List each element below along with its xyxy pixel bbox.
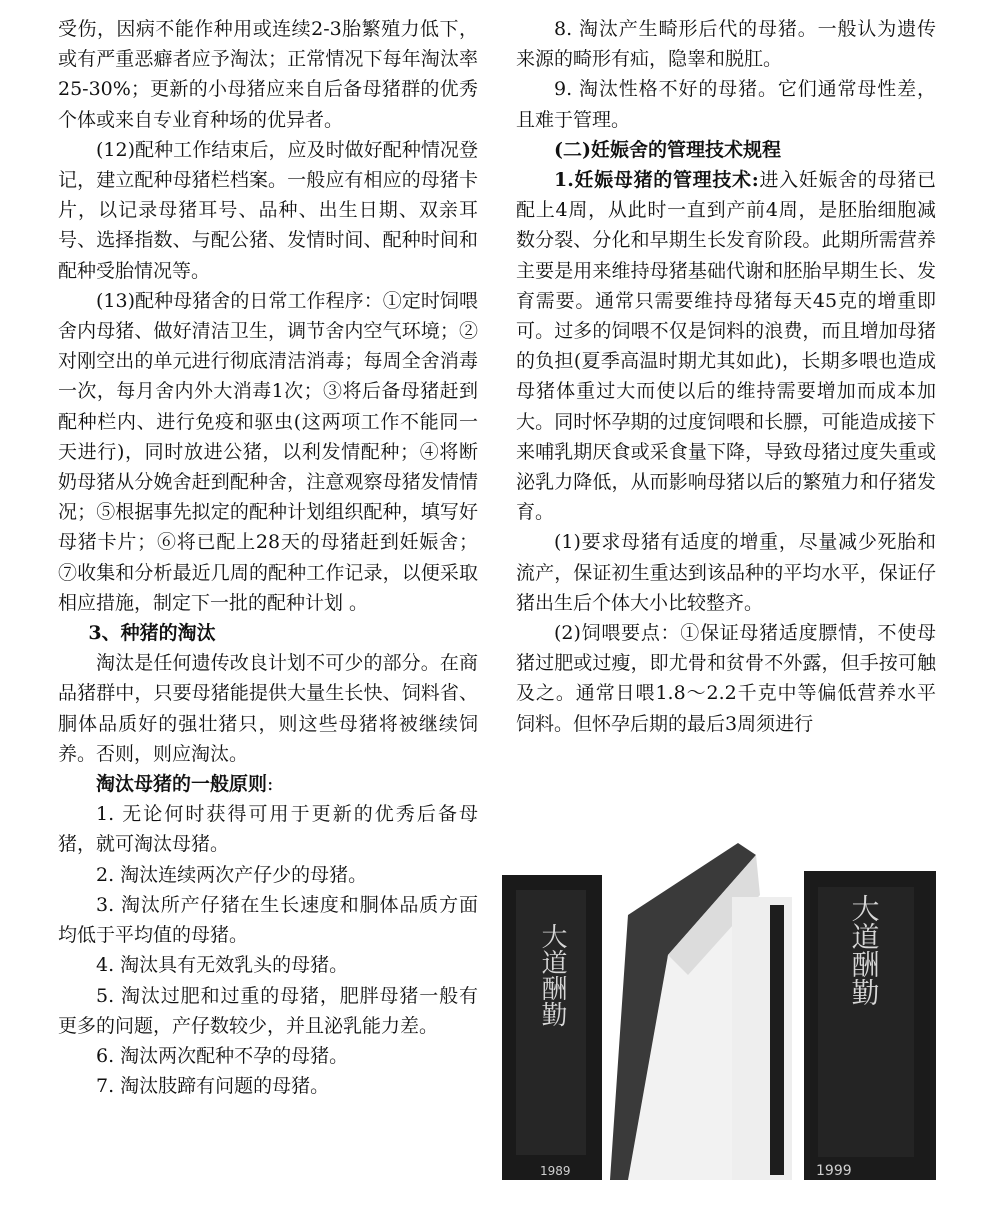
paragraph-gestation-2: (2)饲喂要点：①保证母猪适度膘情，不使母猪过肥或过瘦，即尤骨和贫骨不外露，但手按可触及之。通常日喂1.8～2.2千克中等偏低营养水平饲料。但怀孕后期的最后3周须进行 [516, 622, 936, 735]
principle-item-7: 7. 淘汰肢蹄有问题的母猪。 [96, 1075, 330, 1098]
paragraph-13: (13)配种母猪舍的日常工作程序：①定时饲喂舍内母猪、做好清洁卫生，调节舍内空气环境；②对刚空出的单元进行彻底清洁消毒；每周全舍消毒一次，每月舍内外大消毒1次；③将后备母猪赶到配种栏内、进行免疫和驱虫(这两项工作不能同一天进行)，同时放进公猪，以利发情配种；④将断奶母猪从分娩舍赶到配种舍，注意观察母猪发情情况；⑤根据事先拟定的配种计划组织配种，填写好母猪卡片；⑥将已配上28天的母猪赶到妊娠舍；⑦收集和分析最近几周的配种工作记录，以便采取相应措施，制定下一批的配种计划 。 [58, 289, 478, 614]
right-column [516, 14, 936, 739]
paragraph-body: 进入妊娠舍的母猪已配上4周，从此时一直到产前4周，是胚胎细胞减数分裂、分化和早期生长发育阶段。此期所需营养主要是用来维持母猪基础代谢和胚胎早期生长、发育需要。通常只需要维持母猪每天45克的增重即可。过多的饲喂不仅是饲料的浪费，而且增加母猪的负担(夏季高温时期尤其如此)，长期多喂也造成母猪体重过大而使以后的维持需要增加而成本加大。同时怀孕期的过度饲喂和长膘，可能造成接下来哺乳期厌食或采食量下降，导致母猪过度失重或泌乳力降低，从而影响母猪以后的繁殖力和仔猪发育。 [516, 169, 936, 524]
principle-item-9: 9. 淘汰性格不好的母猪。它们通常母性差，且难于管理。 [516, 78, 936, 131]
right-book-year: 1999 [816, 1163, 852, 1179]
paragraph-gestation-management [516, 165, 936, 527]
principle-item-3: 3. 淘汰所产仔猪在生长速度和胴体品质方面均低于平均值的母猪。 [58, 893, 478, 947]
principle-item-4: 4. 淘汰具有无效乳头的母猪。 [96, 954, 349, 977]
left-column [58, 14, 478, 1101]
paragraph-gestation-1: (1)要求母猪有适度的增重，尽量减少死胎和流产，保证初生重达到该品种的平均水平，保证仔猪出生后个体大小比较整齐。 [516, 531, 936, 614]
principle-item-8: 8. 淘汰产生畸形后代的母猪。一般认为遗传来源的畸形有疝，隐睾和脱肛。 [516, 18, 936, 71]
left-book-title: 大道酬勤 [537, 923, 567, 1027]
book-photo [498, 835, 940, 1185]
left-book-year: 1989 [540, 1164, 571, 1178]
paragraph-culling-intro: 淘汰是任何遗传改良计划不可少的部分。在商品猪群中，只要母猪能提供大量生长快、饲料省、胴体品质好的强壮猪只，则这些母猪将被继续饲养。否则，则应淘汰。 [58, 652, 478, 765]
principle-item-6: 6. 淘汰两次配种不孕的母猪。 [96, 1044, 349, 1067]
book-photo-graphic [498, 835, 940, 1185]
middle-spine-band [770, 905, 784, 1175]
section-heading-3: 3、种猪的淘汰 [88, 622, 216, 645]
principle-item-2: 2. 淘汰连续两次产仔少的母猪。 [96, 863, 368, 886]
paragraph-lead: 1.妊娠母猪的管理技术: [554, 169, 759, 192]
section-heading-gestation: (二)妊娠舍的管理技术规程 [554, 138, 781, 161]
principles-heading [58, 769, 478, 799]
principle-item-1: 1. 无论何时获得可用于更新的优秀后备母猪，就可淘汰母猪。 [58, 803, 478, 856]
principles-title: 淘汰母猪的一般原则 [96, 773, 268, 796]
principles-colon: : [267, 773, 274, 796]
paragraph-12: (12)配种工作结束后，应及时做好配种情况登记，建立配种母猪栏档案。一般应有相应的母猪卡片，以记录母猪耳号、品种、出生日期、双亲耳号、选择指数、与配公猪、发情时间、配种时间和配种受胎情况等。 [58, 138, 478, 282]
paragraph-continued: 受伤，因病不能作种用或连续2-3胎繁殖力低下，或有严重恶癖者应予淘汰；正常情况下每年淘汰率25-30%；更新的小母猪应来自后备母猪群的优秀个体或来自专业育种场的优异者。 [58, 18, 478, 131]
right-book-title: 大道酬勤 [847, 894, 881, 1006]
principle-item-5: 5. 淘汰过肥和过重的母猪，肥胖母猪一般有更多的问题，产仔数较少，并且泌乳能力差。 [58, 984, 478, 1037]
